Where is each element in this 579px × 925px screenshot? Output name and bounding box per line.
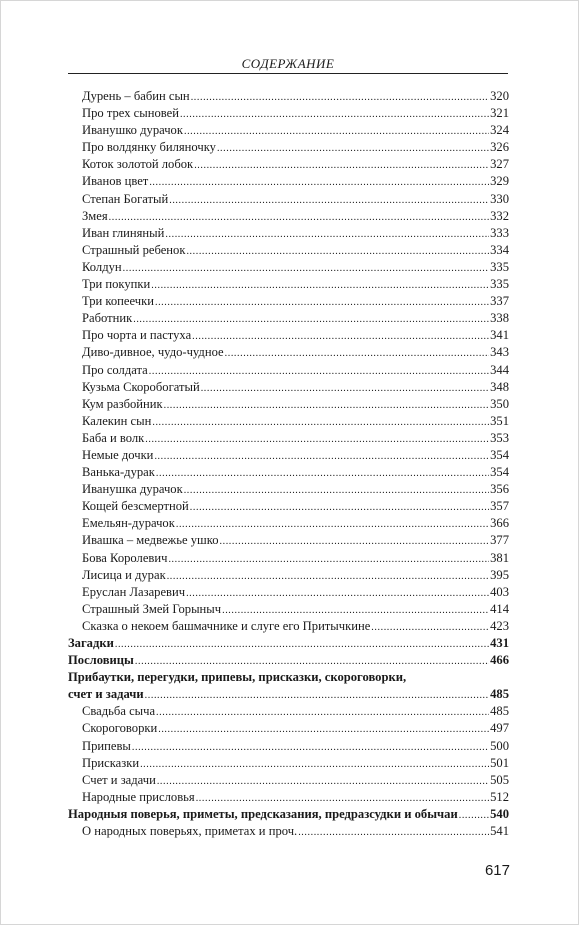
toc-entry-title: Калекин сын xyxy=(82,413,152,428)
dot-leader xyxy=(176,516,489,533)
dot-leader xyxy=(222,602,489,619)
toc-entry-page: 327 xyxy=(490,157,509,172)
toc-entry xyxy=(68,755,509,772)
toc-entry-title: Страшный ребенок xyxy=(82,242,186,257)
toc-entry-page: 414 xyxy=(490,601,509,616)
dot-leader xyxy=(192,328,489,345)
toc-entry xyxy=(68,310,509,327)
dot-leader xyxy=(371,619,489,636)
toc-entry-title: Ванька-дурак xyxy=(82,465,155,480)
dot-leader xyxy=(155,294,489,311)
toc-entry-title: Счет и задачи xyxy=(82,772,156,787)
dot-leader xyxy=(194,157,489,174)
toc-entry xyxy=(68,276,509,293)
toc-entry-page: 466 xyxy=(490,653,509,668)
toc-entry xyxy=(68,242,509,259)
toc-entry-title: Прибаутки, перегудки, припевы, присказки, скороговорки, xyxy=(68,670,407,685)
toc-entry xyxy=(68,601,509,618)
toc-entry-page: 335 xyxy=(490,277,509,292)
table-of-contents xyxy=(68,88,509,840)
dot-leader xyxy=(123,260,489,277)
dot-leader xyxy=(459,807,489,824)
dot-leader xyxy=(191,89,489,106)
toc-entry-page: 334 xyxy=(490,242,509,257)
dot-leader xyxy=(201,380,489,397)
toc-entry-page: 423 xyxy=(490,618,509,633)
toc-entry-page: 354 xyxy=(490,465,509,480)
toc-entry-title: Пословицы xyxy=(68,653,134,668)
toc-entry xyxy=(68,430,509,447)
toc-entry-page: 381 xyxy=(490,550,509,565)
toc-entry-title: Еруслан Лазаревич xyxy=(82,584,186,599)
toc-entry-page: 354 xyxy=(490,447,509,462)
dot-leader xyxy=(180,106,489,123)
toc-entry-title: Диво-дивное, чудо-чудное xyxy=(82,345,224,360)
dot-leader xyxy=(154,448,489,465)
toc-entry-title: Народныя поверья, приметы, предсказания, предразсудки и обычаи xyxy=(68,806,458,821)
dot-leader xyxy=(298,824,489,841)
toc-entry xyxy=(68,191,509,208)
toc-entry-title: Про чорта и пастуха xyxy=(82,328,192,343)
toc-entry-page: 348 xyxy=(490,379,509,394)
toc-entry-title: Про волдянку биляночку xyxy=(82,140,216,155)
toc-entry-title: Емельян-дурачок xyxy=(82,516,175,531)
toc-entry-page: 403 xyxy=(490,584,509,599)
dot-leader xyxy=(115,636,489,653)
toc-entry xyxy=(68,686,509,703)
toc-entry xyxy=(68,532,509,549)
toc-entry-title: Степан Богатый xyxy=(82,191,169,206)
dot-leader xyxy=(152,414,489,431)
dot-leader xyxy=(184,123,489,140)
toc-entry xyxy=(68,772,509,789)
toc-entry xyxy=(68,669,509,686)
toc-entry xyxy=(68,720,509,737)
dot-leader xyxy=(109,209,489,226)
dot-leader xyxy=(145,687,489,704)
toc-entry xyxy=(68,464,509,481)
toc-entry-title: Три покупки xyxy=(82,277,151,292)
toc-entry xyxy=(68,789,509,806)
dot-leader xyxy=(135,653,489,670)
toc-entry-page: 497 xyxy=(490,721,509,736)
toc-entry xyxy=(68,703,509,720)
toc-entry-page: 357 xyxy=(490,499,509,514)
dot-leader xyxy=(217,140,489,157)
dot-leader xyxy=(132,739,489,756)
toc-entry-title: Баба и волк xyxy=(82,430,145,445)
toc-entry xyxy=(68,105,509,122)
toc-entry-page: 500 xyxy=(490,738,509,753)
toc-entry-page: 326 xyxy=(490,140,509,155)
toc-entry-page: 377 xyxy=(490,533,509,548)
toc-entry-page: 505 xyxy=(490,772,509,787)
toc-entry xyxy=(68,738,509,755)
toc-entry xyxy=(68,293,509,310)
toc-entry xyxy=(68,156,509,173)
toc-entry xyxy=(68,806,509,823)
dot-leader xyxy=(196,790,489,807)
toc-entry xyxy=(68,481,509,498)
dot-leader xyxy=(190,499,489,516)
toc-entry-page: 541 xyxy=(490,824,509,839)
toc-entry-page: 395 xyxy=(490,567,509,582)
page-number: 617 xyxy=(484,862,510,879)
toc-entry-title: Три копеечки xyxy=(82,294,154,309)
dot-leader xyxy=(158,721,489,738)
toc-entry-page: 485 xyxy=(490,687,509,702)
toc-entry xyxy=(68,259,509,276)
dot-leader xyxy=(186,243,489,260)
toc-entry-page: 353 xyxy=(490,430,509,445)
toc-entry-page: 343 xyxy=(490,345,509,360)
toc-entry-page: 329 xyxy=(490,174,509,189)
toc-entry xyxy=(68,447,509,464)
toc-entry xyxy=(68,823,509,840)
dot-leader xyxy=(145,431,489,448)
toc-entry-page: 333 xyxy=(490,225,509,240)
toc-entry-page: 344 xyxy=(490,362,509,377)
toc-entry-page: 337 xyxy=(490,294,509,309)
toc-entry xyxy=(68,139,509,156)
toc-entry-title: Народные присловья xyxy=(82,789,195,804)
dot-leader xyxy=(169,192,489,209)
toc-entry-title: счет и задачи xyxy=(68,687,144,702)
toc-entry xyxy=(68,550,509,567)
dot-leader xyxy=(140,756,489,773)
toc-entry xyxy=(68,362,509,379)
toc-entry-title: Припевы xyxy=(82,738,131,753)
toc-entry-page: 320 xyxy=(490,89,509,103)
toc-entry-page: 338 xyxy=(490,311,509,326)
toc-entry-title: Змея xyxy=(82,208,108,223)
toc-entry-title: Немые дочки xyxy=(82,447,154,462)
toc-entry xyxy=(68,327,509,344)
toc-entry-title: О народных поверьях, приметах и проч. xyxy=(82,824,298,839)
toc-entry-title: Иванушка дурачок xyxy=(82,482,183,497)
toc-entry-title: Присказки xyxy=(82,755,140,770)
dot-leader xyxy=(156,465,489,482)
toc-entry-title: Колдун xyxy=(82,259,122,274)
toc-entry xyxy=(68,122,509,139)
toc-entry-title: Кум разбойник xyxy=(82,396,163,411)
toc-entry-page: 324 xyxy=(490,123,509,138)
toc-entry-page: 351 xyxy=(490,413,509,428)
toc-entry-title: Лисица и дурак xyxy=(82,567,166,582)
toc-entry-title: Сказка о некоем башмачнике и слуге его Притычкине xyxy=(82,618,371,633)
toc-entry-page: 540 xyxy=(490,806,509,821)
toc-entry-title: Про солдата xyxy=(82,362,148,377)
toc-entry-page: 350 xyxy=(490,396,509,411)
dot-leader xyxy=(220,533,490,550)
toc-entry-title: Кощей безсмертной xyxy=(82,499,189,514)
toc-entry-title: Свадьба сыча xyxy=(82,704,156,719)
toc-entry-page: 431 xyxy=(490,636,509,650)
dot-leader xyxy=(157,773,489,790)
toc-entry-page: 332 xyxy=(490,208,509,223)
running-header: СОДЕРЖАНИЕ xyxy=(241,56,335,71)
toc-entry-title: Дурень – бабин сын xyxy=(82,89,190,103)
toc-entry xyxy=(68,379,509,396)
toc-entry-title: Иванов цвет xyxy=(82,174,149,189)
toc-entry-title: Кузьма Скоробогатый xyxy=(82,379,200,394)
toc-entry xyxy=(68,567,509,584)
toc-entry xyxy=(68,584,509,601)
dot-leader xyxy=(156,704,489,721)
toc-entry-page: 341 xyxy=(490,328,509,343)
toc-entry-title: Иванушко дурачок xyxy=(82,123,183,138)
toc-entry-page: 321 xyxy=(490,106,509,121)
toc-entry-title: Иван глиняный xyxy=(82,225,165,240)
dot-leader xyxy=(167,568,489,585)
dot-leader xyxy=(149,363,489,380)
header-rule xyxy=(68,73,508,74)
toc-entry-page: 330 xyxy=(490,191,509,206)
toc-entry-title: Про трех сыновей xyxy=(82,106,179,121)
toc-entry xyxy=(68,173,509,190)
toc-entry-title: Загадки xyxy=(68,636,114,650)
toc-entry-page: 501 xyxy=(490,755,509,770)
toc-entry-page: 485 xyxy=(490,704,509,719)
toc-entry xyxy=(68,88,509,105)
dot-leader xyxy=(151,277,489,294)
toc-entry xyxy=(68,498,509,515)
dot-leader xyxy=(186,585,489,602)
toc-entry xyxy=(68,396,509,413)
dot-leader xyxy=(168,551,489,568)
toc-entry-title: Ивашка – медвежье ушко xyxy=(82,533,219,548)
dot-leader xyxy=(184,482,489,499)
toc-entry xyxy=(68,618,509,635)
toc-entry-page: 356 xyxy=(490,482,509,497)
dot-leader xyxy=(133,311,489,328)
toc-entry xyxy=(68,515,509,532)
toc-entry xyxy=(68,652,509,669)
toc-entry-page: 512 xyxy=(490,789,509,804)
toc-entry-title: Коток золотой лобок xyxy=(82,157,194,172)
toc-entry-title: Работник xyxy=(82,311,133,326)
toc-entry-title: Страшный Змей Горыныч xyxy=(82,601,222,616)
toc-entry xyxy=(68,208,509,225)
toc-entry xyxy=(68,344,509,361)
toc-entry-page: 366 xyxy=(490,516,509,531)
toc-entry xyxy=(68,635,509,652)
dot-leader xyxy=(165,226,489,243)
dot-leader xyxy=(225,345,489,362)
toc-entry-title: Бова Королевич xyxy=(82,550,168,565)
dot-leader xyxy=(149,174,489,191)
dot-leader xyxy=(164,397,490,414)
toc-entry-page: 335 xyxy=(490,259,509,274)
toc-entry-title: Скороговорки xyxy=(82,721,158,736)
toc-entry xyxy=(68,413,509,430)
toc-entry xyxy=(68,225,509,242)
